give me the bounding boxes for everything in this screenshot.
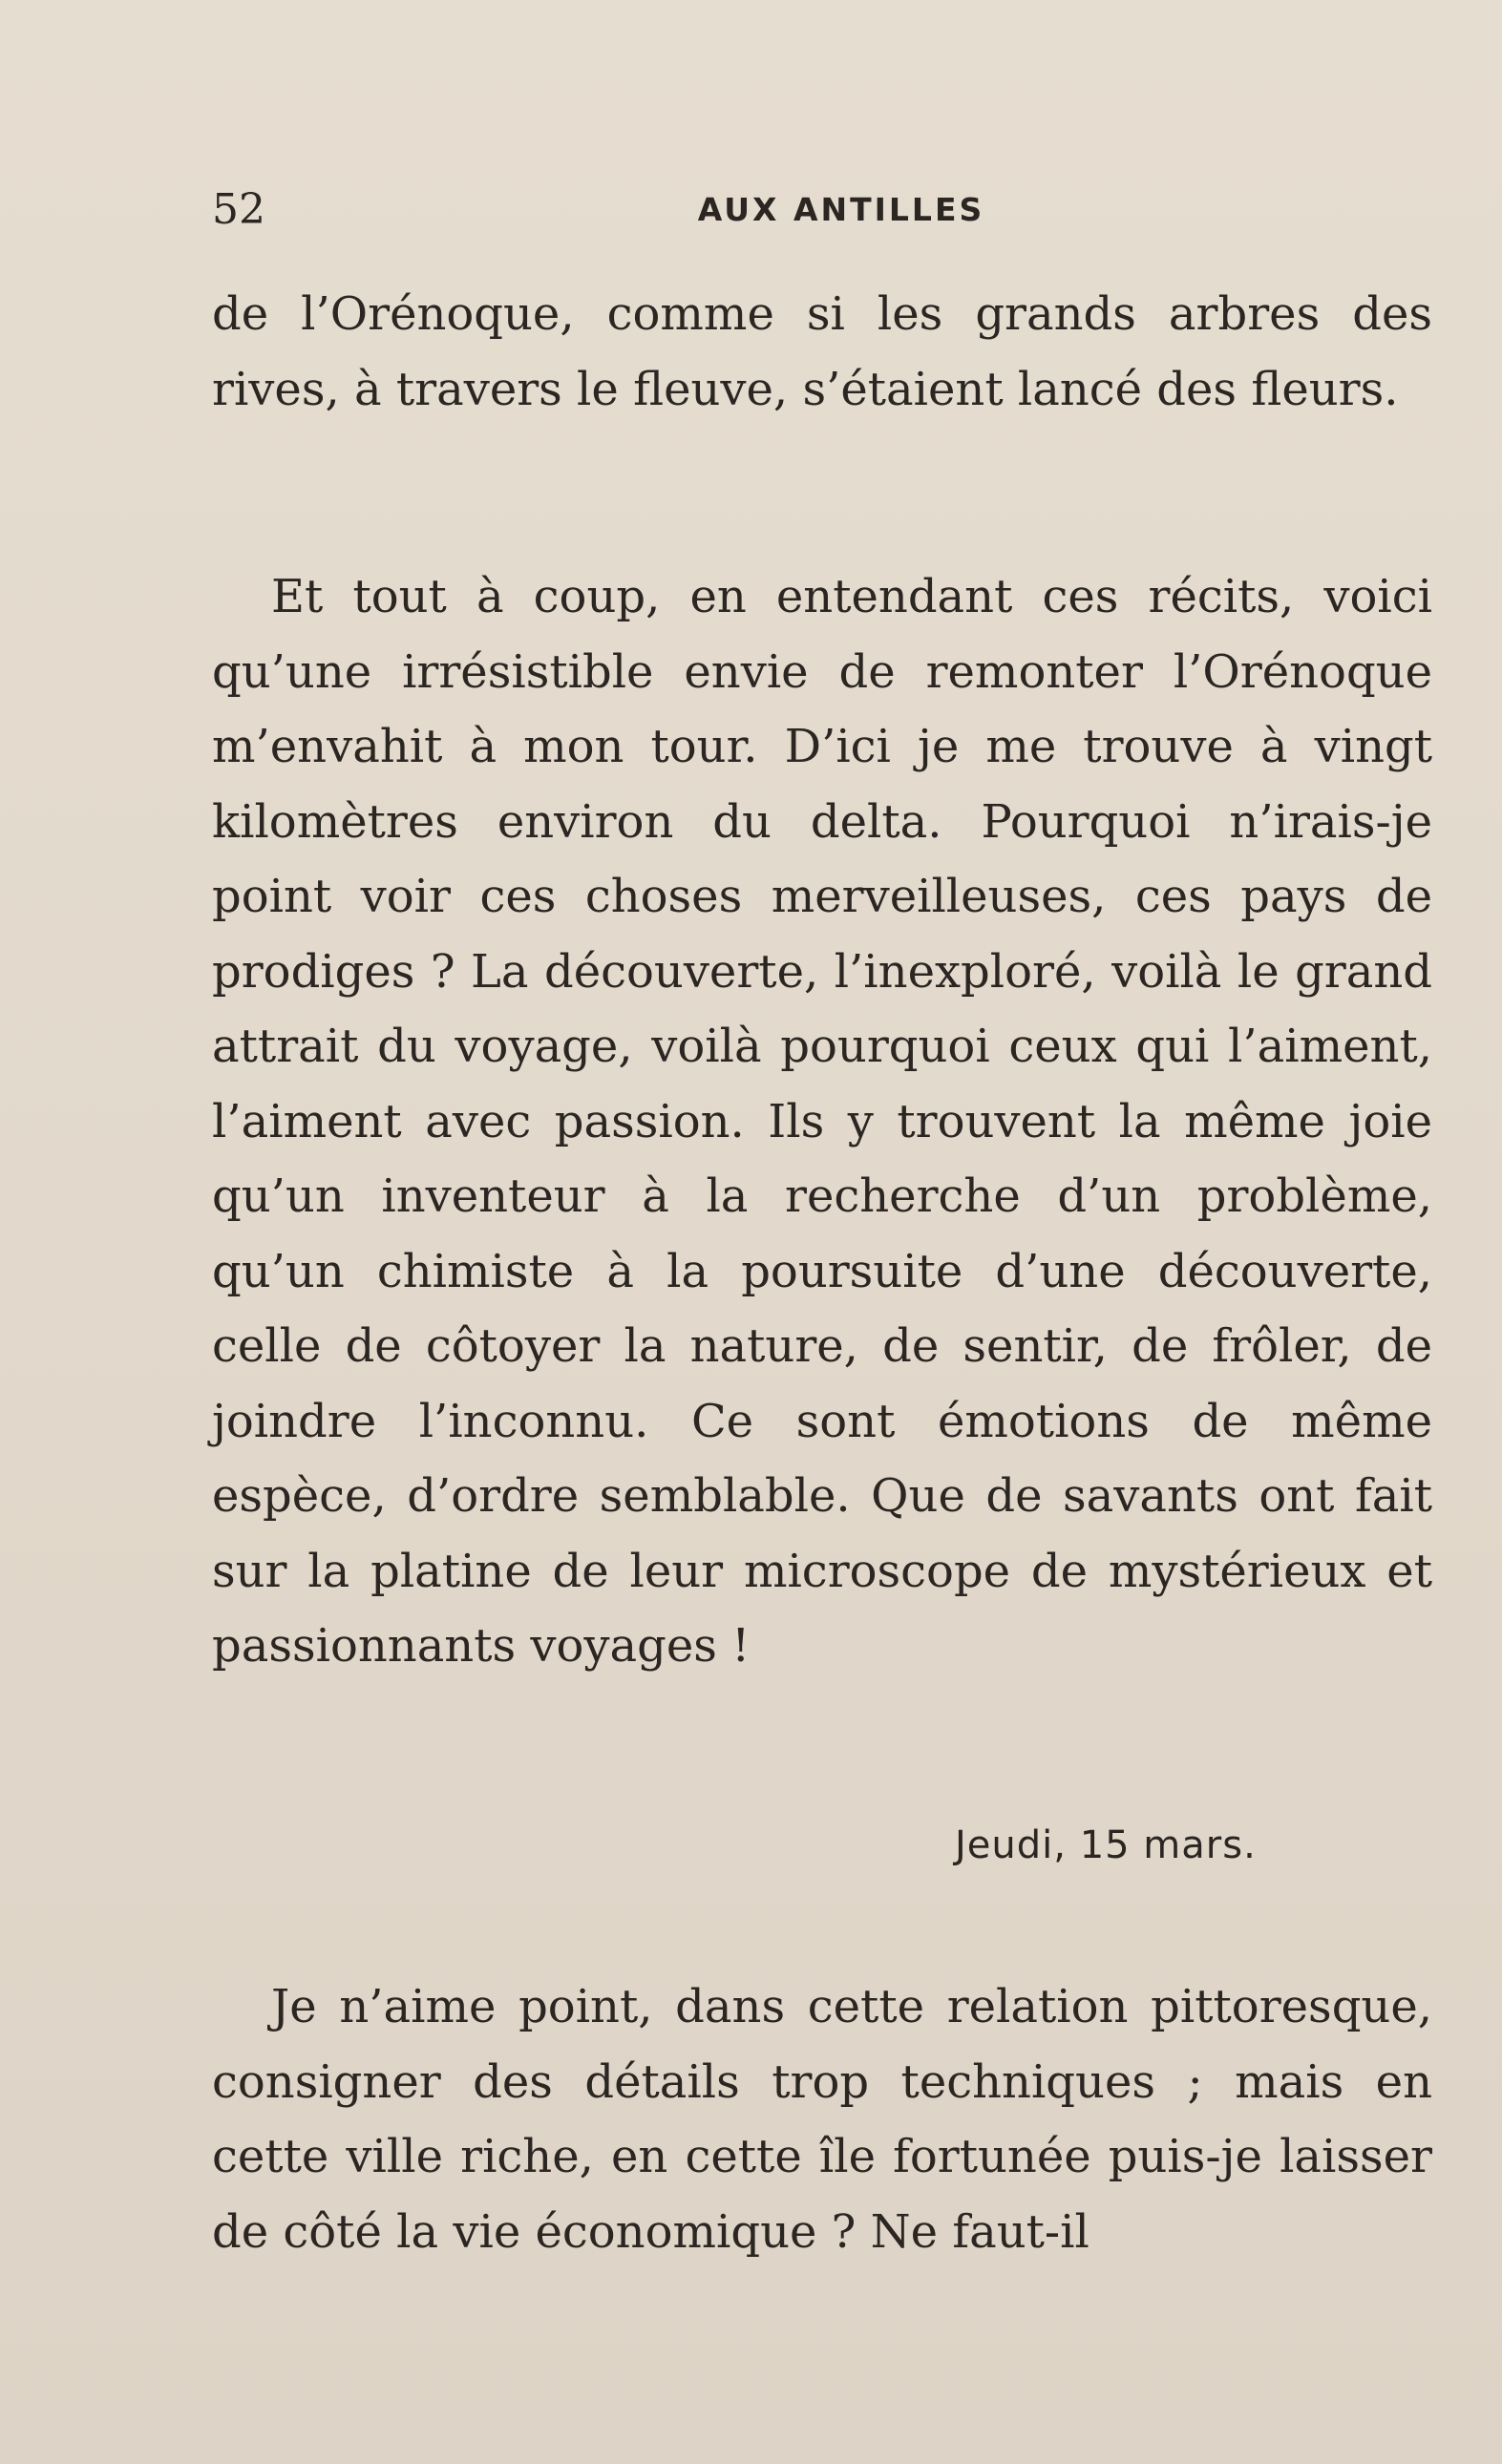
dateline: Jeudi, 15 mars.	[955, 1823, 1257, 1867]
paragraph-economic-life: Je n’aime point, dans cette relation pittoresque, consigner des détails trop techniques ; mais en cette ville riche, en cette île fortunée puis-je laisser de côté la vie économique ? Ne faut-il	[212, 1980, 1432, 2259]
page-header	[212, 181, 1432, 239]
page-number: 52	[212, 185, 265, 234]
running-title: AUX ANTILLES	[697, 191, 985, 228]
paragraph-continuation: de l’Orénoque, comme si les grands arbres des rives, à travers le fleuve, s’étaient lancé des fleurs.	[212, 287, 1432, 416]
paragraph-orenoque-desire: Et tout à coup, en entendant ces récits, voici qu’une irrésistible envie de remonter l’Orénoque m’envahit à mon tour. D’ici je me trouve à vingt kilomètres environ du delta. Pourquoi n’irais-je point voir ces choses merveilleuses, ces pays de prodiges ? La découverte, l’inexploré, voilà le grand attrait du voyage, voilà pourquoi ceux qui l’aiment, l’aiment avec passion. Ils y trouvent la même joie qu’un inventeur à la recherche d’un problème, qu’un chimiste à la poursuite d’une découverte, celle de côtoyer la nature, de sentir, de frôler, de joindre l’inconnu. Ce sont émotions de même espèce, d’ordre semblable. Que de savants ont fait sur la platine de leur microscope de mystérieux et passionnants voyages !	[212, 570, 1432, 1673]
